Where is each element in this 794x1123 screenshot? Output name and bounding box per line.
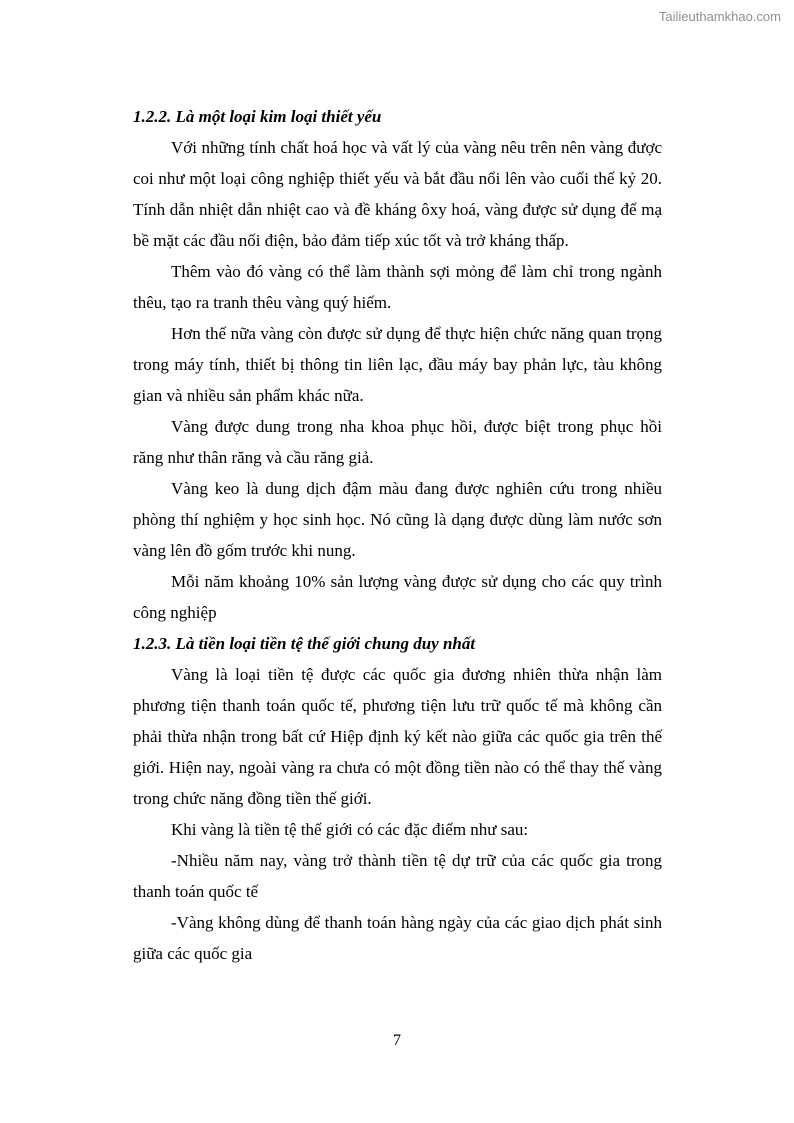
- document-content: [133, 101, 662, 969]
- section-heading: 1.2.2. Là một loại kim loại thiết yếu: [133, 107, 382, 126]
- section-heading: 1.2.3. Là tiền loại tiền tệ thế giới chung duy nhất: [133, 634, 476, 653]
- paragraph: -Nhiều năm nay, vàng trở thành tiền tệ dự trữ của các quốc gia trong thanh toán quốc tế: [133, 851, 662, 901]
- paragraph: Vàng keo là dung dịch đậm màu đang được nghiên cứu trong nhiều phòng thí nghiệm y học sinh học. Nó cũng là dạng được dùng làm nước sơn vàng lên đồ gốm trước khi nung.: [133, 479, 662, 560]
- paragraph: Với những tính chất hoá học và vất lý của vàng nêu trên nên vàng được coi như một loại công nghiệp thiết yếu và bắt đầu nổi lên vào cuối thế kỷ 20. Tính dẫn nhiệt dẫn nhiệt cao và đề kháng ôxy hoá, vàng được sử dụng để mạ bề mặt các đầu nối điện, bảo đảm tiếp xúc tốt và trở kháng thấp.: [133, 138, 662, 250]
- paragraph: Hơn thế nữa vàng còn được sử dụng để thực hiện chức năng quan trọng trong máy tính, thiết bị thông tin liên lạc, đầu máy bay phản lực, tàu không gian và nhiều sản phẩm khác nữa.: [133, 324, 662, 405]
- paragraph: Mỗi năm khoảng 10% sản lượng vàng được sử dụng cho các quy trình công nghiệp: [133, 572, 662, 622]
- paragraph: Khi vàng là tiền tệ thế giới có các đặc điểm như sau:: [171, 820, 529, 839]
- watermark-text: Tailieuthamkhao.com: [658, 9, 781, 24]
- paragraph: Vàng là loại tiền tệ được các quốc gia đương nhiên thừa nhận làm phương tiện thanh toán quốc tế, phương tiện lưu trữ quốc tế mà không cần phải thừa nhận trong bất cứ Hiệp định ký kết nào giữa các quốc gia trên thế giới. Hiện nay, ngoài vàng ra chưa có một đồng tiền nào có thể thay thế vàng trong chức năng đồng tiền thế giới.: [133, 665, 662, 808]
- page-number: 7: [393, 1032, 401, 1049]
- paragraph: -Vàng không dùng để thanh toán hàng ngày của các giao dịch phát sinh giữa các quốc gia: [133, 913, 662, 963]
- paragraph: Thêm vào đó vàng có thể làm thành sợi mỏng để làm chỉ trong ngành thêu, tạo ra tranh thêu vàng quý hiếm.: [133, 262, 662, 312]
- paragraph: Vàng được dung trong nha khoa phục hồi, được biệt trong phục hồi răng như thân răng và cầu răng giả.: [133, 417, 662, 467]
